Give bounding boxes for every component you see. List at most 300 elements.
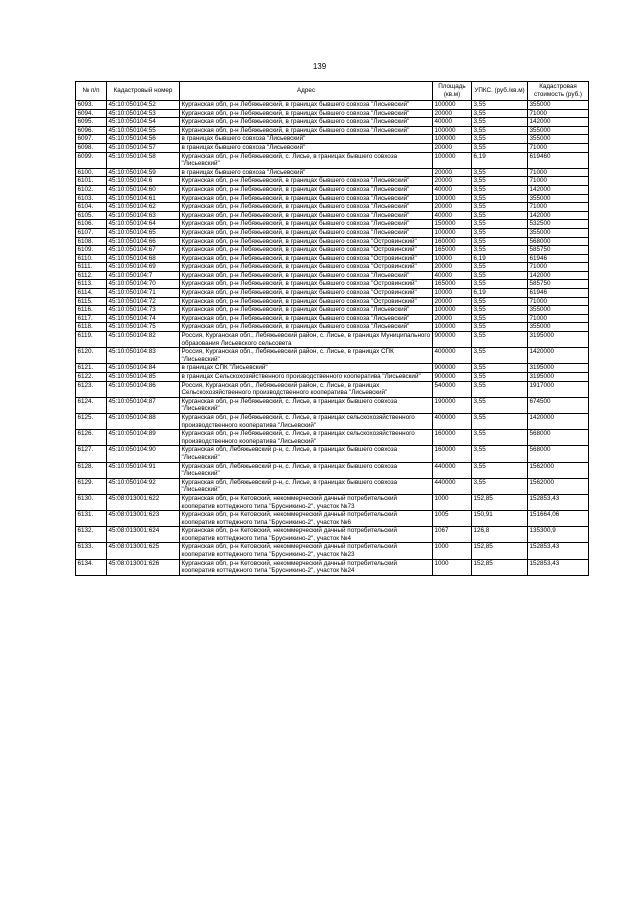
cadastral-value-cell: 61946: [528, 254, 589, 263]
table-row: [76, 314, 589, 323]
table-row: [76, 297, 589, 306]
cadastral-number-cell: 45:10:050104:65: [107, 228, 180, 237]
cadastral-value-cell: 355000: [528, 323, 589, 332]
address-cell: в границах бывшего совхоза "Лисьевский": [180, 168, 433, 177]
row-number-cell: 6113.: [76, 280, 107, 289]
upks-cell: 3,55: [472, 220, 528, 229]
cadastral-number-cell: 45:10:050104:89: [107, 430, 180, 446]
address-cell: Курганская обл, р-н Кетовский, некоммерческий дачный потребительский кооператив коттеджного типа "Брусникино-2", участок №6: [180, 511, 433, 527]
area-cell: 190000: [433, 397, 472, 413]
table-row: [76, 332, 589, 348]
row-number-cell: 6109.: [76, 246, 107, 255]
address-cell: Курганская обл, р-н Лебяжьевский, в границах бывшего совхоза "Лисьевский": [180, 314, 433, 323]
upks-cell: 3,55: [472, 177, 528, 186]
address-cell: Курганская обл, р-н Лебяжьевский, в границах бывшего совхоза "Лисьевский": [180, 118, 433, 127]
area-cell: 1067: [433, 527, 472, 543]
upks-cell: 3,55: [472, 373, 528, 382]
row-number-cell: 6127.: [76, 446, 107, 462]
upks-cell: 152,85: [472, 494, 528, 510]
address-cell: Курганская обл, р-н Лебяжьевский, в границах бывшего совхоза "Островинский": [180, 237, 433, 246]
cadastral-number-cell: 45:10:050104:64: [107, 220, 180, 229]
cadastral-number-cell: 45:10:050104:74: [107, 314, 180, 323]
upks-cell: 6,19: [472, 152, 528, 168]
address-cell: Курганская обл, р-н Лебяжьевский, в границах бывшего совхоза "Лисьевский": [180, 101, 433, 110]
table-row: [76, 397, 589, 413]
cadastral-number-cell: 45:10:050104:91: [107, 462, 180, 478]
row-number-cell: 6102.: [76, 185, 107, 194]
upks-cell: 3,55: [472, 228, 528, 237]
cadastral-value-cell: 142000: [528, 211, 589, 220]
area-cell: 100000: [433, 101, 472, 110]
cadastral-value-cell: 3195000: [528, 364, 589, 373]
upks-cell: 3,55: [472, 297, 528, 306]
upks-cell: 3,55: [472, 430, 528, 446]
column-header-upks: УПКС. (руб./кв.м): [472, 82, 528, 101]
cadastral-number-cell: 45:10:050104:87: [107, 397, 180, 413]
upks-cell: 3,55: [472, 185, 528, 194]
cadastral-value-cell: 1562000: [528, 478, 589, 494]
area-cell: 100000: [433, 194, 472, 203]
area-cell: 400000: [433, 413, 472, 429]
table-row: [76, 306, 589, 315]
cadastral-value-cell: 142000: [528, 118, 589, 127]
cadastral-value-cell: 61946: [528, 289, 589, 298]
cadastral-number-cell: 45:10:050104:60: [107, 185, 180, 194]
cadastral-value-cell: 151664,06: [528, 511, 589, 527]
column-header-address: Адрес: [180, 82, 433, 101]
table-row: [76, 323, 589, 332]
table-row: [76, 211, 589, 220]
row-number-cell: 6129.: [76, 478, 107, 494]
cadastral-number-cell: 45:10:050104:92: [107, 478, 180, 494]
upks-cell: 3,55: [472, 306, 528, 315]
area-cell: 100000: [433, 323, 472, 332]
row-number-cell: 6121.: [76, 364, 107, 373]
upks-cell: 3,55: [472, 364, 528, 373]
row-number-cell: 6095.: [76, 118, 107, 127]
cadastral-number-cell: 45:10:050104:7: [107, 271, 180, 280]
address-cell: Курганская обл, р-н Кетовский, некоммерческий дачный потребительский кооператив коттеджного типа "Брусникино-2", участок №4: [180, 527, 433, 543]
cadastral-value-cell: 619460: [528, 152, 589, 168]
cadastral-value-cell: 355000: [528, 194, 589, 203]
area-cell: 165000: [433, 246, 472, 255]
upks-cell: 3,55: [472, 118, 528, 127]
row-number-cell: 6134.: [76, 559, 107, 575]
upks-cell: 6,19: [472, 254, 528, 263]
cadastral-value-cell: 355000: [528, 135, 589, 144]
row-number-cell: 6119.: [76, 332, 107, 348]
cadastral-value-cell: 3195000: [528, 332, 589, 348]
table-row: [76, 494, 589, 510]
address-cell: Курганская обл, р-н Лебяжьевский, в границах бывшего совхоза "Лисьевский": [180, 306, 433, 315]
row-number-cell: 6128.: [76, 462, 107, 478]
cadastral-value-cell: 568000: [528, 446, 589, 462]
address-cell: Курганская обл, р-н Лебяжьевский, в границах бывшего совхоза "Лисьевский": [180, 185, 433, 194]
upks-cell: 3,55: [472, 348, 528, 364]
area-cell: 10000: [433, 289, 472, 298]
area-cell: 20000: [433, 143, 472, 152]
cadastral-value-cell: 568000: [528, 237, 589, 246]
area-cell: 100000: [433, 152, 472, 168]
row-number-cell: 6117.: [76, 314, 107, 323]
area-cell: 400000: [433, 348, 472, 364]
cadastral-value-cell: 355000: [528, 228, 589, 237]
cadastral-number-cell: 45:10:050104:71: [107, 289, 180, 298]
row-number-cell: 6120.: [76, 348, 107, 364]
row-number-cell: 6093.: [76, 101, 107, 110]
cadastral-value-cell: 71000: [528, 168, 589, 177]
upks-cell: 152,85: [472, 543, 528, 559]
row-number-cell: 6094.: [76, 109, 107, 118]
cadastral-value-cell: 532500: [528, 220, 589, 229]
cadastral-number-cell: 45:10:050104:85: [107, 373, 180, 382]
area-cell: 100000: [433, 306, 472, 315]
area-cell: 40000: [433, 185, 472, 194]
table-row: [76, 126, 589, 135]
address-cell: Россия, Курганская обл., Лебяжьевский район, с. Лисье, в границах Сельскохозяйственного производственного кооператива "Лисьевский": [180, 381, 433, 397]
table-row: [76, 348, 589, 364]
column-header-cadastral-number: Кадастровый номер: [107, 82, 180, 101]
area-cell: 900000: [433, 373, 472, 382]
row-number-cell: 6104.: [76, 203, 107, 212]
row-number-cell: 6099.: [76, 152, 107, 168]
row-number-cell: 6111.: [76, 263, 107, 272]
table-row: [76, 228, 589, 237]
address-cell: в границах СПК "Лисьевский": [180, 364, 433, 373]
area-cell: 1000: [433, 543, 472, 559]
area-cell: 20000: [433, 168, 472, 177]
area-cell: 100000: [433, 228, 472, 237]
upks-cell: 3,55: [472, 462, 528, 478]
cadastral-value-cell: 355000: [528, 126, 589, 135]
address-cell: Курганская обл, р-н Лебяжьевский, в границах бывшего совхоза "Лисьевский": [180, 228, 433, 237]
row-number-cell: 6132.: [76, 527, 107, 543]
area-cell: 150000: [433, 220, 472, 229]
cadastral-number-cell: 45:08:013001:623: [107, 511, 180, 527]
area-cell: 20000: [433, 203, 472, 212]
cadastral-number-cell: 45:10:050104:88: [107, 413, 180, 429]
upks-cell: 3,55: [472, 143, 528, 152]
row-number-cell: 6096.: [76, 126, 107, 135]
upks-cell: 3,55: [472, 126, 528, 135]
cadastral-number-cell: 45:10:050104:55: [107, 126, 180, 135]
column-header-number: № п/п: [76, 82, 107, 101]
table-row: [76, 220, 589, 229]
address-cell: Курганская обл, р-н Лебяжьевский, в границах бывшего совхоза "Лисьевский": [180, 203, 433, 212]
row-number-cell: 6131.: [76, 511, 107, 527]
upks-cell: 3,55: [472, 101, 528, 110]
table-row: [76, 177, 589, 186]
area-cell: 20000: [433, 263, 472, 272]
upks-cell: 3,55: [472, 237, 528, 246]
upks-cell: 3,55: [472, 168, 528, 177]
cadastral-value-cell: 585750: [528, 246, 589, 255]
cadastral-number-cell: 45:10:050104:83: [107, 348, 180, 364]
cadastral-number-cell: 45:10:050104:58: [107, 152, 180, 168]
area-cell: 1000: [433, 559, 472, 575]
cadastral-value-cell: 1562000: [528, 462, 589, 478]
row-number-cell: 6112.: [76, 271, 107, 280]
row-number-cell: 6098.: [76, 143, 107, 152]
upks-cell: 3,55: [472, 478, 528, 494]
cadastral-number-cell: 45:10:050104:67: [107, 246, 180, 255]
table-row: [76, 168, 589, 177]
address-cell: Курганская обл, р-н Лебяжьевский, в границах бывшего совхоза "Лисьевский": [180, 211, 433, 220]
cadastral-number-cell: 45:10:050104:6: [107, 177, 180, 186]
table-row: [76, 109, 589, 118]
table-row: [76, 237, 589, 246]
address-cell: Курганская обл, Лебяжьевский р-н, с. Лисье, в границах бывшего совхоза "Лисьевский": [180, 478, 433, 494]
column-header-area: Площадь (кв.м): [433, 82, 472, 101]
area-cell: 20000: [433, 297, 472, 306]
table-row: [76, 194, 589, 203]
table-body: [76, 101, 589, 576]
cadastral-number-cell: 45:10:050104:53: [107, 109, 180, 118]
cadastral-number-cell: 45:10:050104:86: [107, 381, 180, 397]
cadastral-number-cell: 45:10:050104:84: [107, 364, 180, 373]
area-cell: 40000: [433, 271, 472, 280]
table-row: [76, 413, 589, 429]
table-row: [76, 543, 589, 559]
table-row: [76, 152, 589, 168]
row-number-cell: 6133.: [76, 543, 107, 559]
cadastral-number-cell: 45:08:013001:626: [107, 559, 180, 575]
address-cell: Курганская обл, р-н Лебяжьевский, в границах бывшего совхоза "Лисьевский": [180, 194, 433, 203]
upks-cell: 150,91: [472, 511, 528, 527]
cadastral-value-cell: 152853,43: [528, 494, 589, 510]
area-cell: 160000: [433, 430, 472, 446]
table-row: [76, 511, 589, 527]
cadastral-number-cell: 45:10:050104:73: [107, 306, 180, 315]
upks-cell: 3,55: [472, 246, 528, 255]
area-cell: 900000: [433, 332, 472, 348]
area-cell: 20000: [433, 177, 472, 186]
table-row: [76, 101, 589, 110]
cadastral-number-cell: 45:08:013001:622: [107, 494, 180, 510]
cadastral-value-cell: 568000: [528, 430, 589, 446]
row-number-cell: 6123.: [76, 381, 107, 397]
area-cell: 160000: [433, 446, 472, 462]
cadastral-value-cell: 355000: [528, 101, 589, 110]
table-row: [76, 381, 589, 397]
row-number-cell: 6103.: [76, 194, 107, 203]
cadastral-value-cell: 71000: [528, 203, 589, 212]
table-row: [76, 446, 589, 462]
row-number-cell: 6106.: [76, 220, 107, 229]
cadastral-number-cell: 45:10:050104:66: [107, 237, 180, 246]
row-number-cell: 6107.: [76, 228, 107, 237]
cadastral-value-cell: 142000: [528, 271, 589, 280]
table-row: [76, 185, 589, 194]
upks-cell: 3,55: [472, 332, 528, 348]
address-cell: Курганская обл, р-н Лебяжьевский, в границах бывшего совхоза "Лисьевский": [180, 220, 433, 229]
table-header-row: [76, 82, 589, 101]
cadastral-value-cell: 71000: [528, 177, 589, 186]
address-cell: Курганская обл, р-н Лебяжьевский, в границах бывшего совхоза "Островинский": [180, 289, 433, 298]
area-cell: 100000: [433, 135, 472, 144]
table-row: [76, 373, 589, 382]
cadastral-number-cell: 45:10:050104:62: [107, 203, 180, 212]
table-row: [76, 135, 589, 144]
address-cell: Курганская обл, Лебяжьевский р-н, с. Лисье, в границах бывшего совхоза "Лисьевский": [180, 446, 433, 462]
upks-cell: 126,8: [472, 527, 528, 543]
address-cell: Курганская обл, р-н Лебяжьевский, в границах бывшего совхоза "Лисьевский": [180, 271, 433, 280]
cadastral-value-cell: 152853,43: [528, 543, 589, 559]
area-cell: 165000: [433, 280, 472, 289]
cadastral-number-cell: 45:10:050104:57: [107, 143, 180, 152]
address-cell: Курганская обл, р-н Лебяжьевский, с. Лисье, в границах сельскохозяйственного производственного кооператива "Лисьевский": [180, 413, 433, 429]
address-cell: Курганская обл, р-н Лебяжьевский, в границах бывшего совхоза "Островинский": [180, 280, 433, 289]
cadastral-value-cell: 71000: [528, 109, 589, 118]
row-number-cell: 6105.: [76, 211, 107, 220]
address-cell: Россия, Курганская обл., Лебяжьевский район, с. Лисье, в границах Муниципального образования Лисьевского сельсовета: [180, 332, 433, 348]
address-cell: в границах бывшего совхоза "Лисьевский": [180, 135, 433, 144]
area-cell: 40000: [433, 211, 472, 220]
cadastral-number-cell: 45:10:050104:52: [107, 101, 180, 110]
address-cell: Курганская обл, р-н Лебяжьевский, в границах бывшего совхоза "Лисьевский": [180, 109, 433, 118]
table-row: [76, 271, 589, 280]
cadastral-value-cell: 1420000: [528, 348, 589, 364]
upks-cell: 3,55: [472, 271, 528, 280]
cadastral-value-cell: 585750: [528, 280, 589, 289]
row-number-cell: 6108.: [76, 237, 107, 246]
area-cell: 1000: [433, 494, 472, 510]
table-row: [76, 203, 589, 212]
row-number-cell: 6118.: [76, 323, 107, 332]
cadastral-value-cell: 142000: [528, 185, 589, 194]
cadastral-number-cell: 45:10:050104:63: [107, 211, 180, 220]
row-number-cell: 6124.: [76, 397, 107, 413]
cadastral-number-cell: 45:10:050104:70: [107, 280, 180, 289]
cadastral-number-cell: 45:10:050104:72: [107, 297, 180, 306]
table-row: [76, 559, 589, 575]
upks-cell: 3,55: [472, 397, 528, 413]
area-cell: 900000: [433, 364, 472, 373]
address-cell: Курганская обл, р-н Лебяжьевский, в границах бывшего совхоза "Лисьевский": [180, 177, 433, 186]
row-number-cell: 6116.: [76, 306, 107, 315]
cadastral-value-cell: 355000: [528, 306, 589, 315]
row-number-cell: 6097.: [76, 135, 107, 144]
table-row: [76, 289, 589, 298]
upks-cell: 3,55: [472, 263, 528, 272]
table-row: [76, 462, 589, 478]
area-cell: 20000: [433, 314, 472, 323]
cadastral-value-cell: 71000: [528, 314, 589, 323]
table-row: [76, 143, 589, 152]
cadastral-number-cell: 45:10:050104:59: [107, 168, 180, 177]
cadastral-number-cell: 45:10:050104:82: [107, 332, 180, 348]
area-cell: 1005: [433, 511, 472, 527]
area-cell: 40000: [433, 118, 472, 127]
upks-cell: 3,55: [472, 381, 528, 397]
cadastral-number-cell: 45:08:013001:625: [107, 543, 180, 559]
row-number-cell: 6125.: [76, 413, 107, 429]
table-row: [76, 478, 589, 494]
table-row: [76, 527, 589, 543]
address-cell: Курганская обл, р-н Лебяжьевский, с. Лисье, в границах бывшего совхоза "Лисьевский": [180, 397, 433, 413]
cadastral-value-cell: 135300,9: [528, 527, 589, 543]
address-cell: Курганская обл, р-н Лебяжьевский, в границах бывшего совхоза "Лисьевский": [180, 126, 433, 135]
area-cell: 100000: [433, 126, 472, 135]
address-cell: Курганская обл, р-н Лебяжьевский, в границах бывшего совхоза "Островинский": [180, 263, 433, 272]
page-number: 139: [312, 62, 327, 71]
cadastral-value-cell: 674500: [528, 397, 589, 413]
address-cell: Курганская обл, р-н Лебяжьевский, в границах бывшего совхоза "Островинский": [180, 254, 433, 263]
row-number-cell: 6101.: [76, 177, 107, 186]
area-cell: 540000: [433, 381, 472, 397]
upks-cell: 152,85: [472, 559, 528, 575]
upks-cell: 3,55: [472, 446, 528, 462]
row-number-cell: 6122.: [76, 373, 107, 382]
table-row: [76, 254, 589, 263]
row-number-cell: 6110.: [76, 254, 107, 263]
area-cell: 440000: [433, 478, 472, 494]
address-cell: в границах бывшего совхоза "Лисьевский": [180, 143, 433, 152]
cadastral-number-cell: 45:10:050104:90: [107, 446, 180, 462]
table-row: [76, 246, 589, 255]
upks-cell: 3,55: [472, 211, 528, 220]
table-row: [76, 118, 589, 127]
row-number-cell: 6114.: [76, 289, 107, 298]
address-cell: Россия, Курганская обл., Лебяжьевский район, с. Лисье, в границах СПК "Лисьевский": [180, 348, 433, 364]
cadastral-value-cell: 1420000: [528, 413, 589, 429]
upks-cell: 3,55: [472, 323, 528, 332]
table-row: [76, 364, 589, 373]
area-cell: 440000: [433, 462, 472, 478]
upks-cell: 3,55: [472, 413, 528, 429]
cadastral-number-cell: 45:08:013001:624: [107, 527, 180, 543]
cadastral-table: [75, 81, 589, 576]
cadastral-value-cell: 71000: [528, 143, 589, 152]
row-number-cell: 6126.: [76, 430, 107, 446]
address-cell: Курганская обл, р-н Кетовский, некоммерческий дачный потребительский кооператив коттеджного типа "Брусникино-2", участок №24: [180, 559, 433, 575]
row-number-cell: 6115.: [76, 297, 107, 306]
table-row: [76, 430, 589, 446]
area-cell: 10000: [433, 254, 472, 263]
upks-cell: 3,55: [472, 314, 528, 323]
table-row: [76, 263, 589, 272]
address-cell: Курганская обл, р-н Кетовский, некоммерческий дачный потребительский кооператив коттеджного типа "Брусникино-2", участок №73: [180, 494, 433, 510]
address-cell: в границах Сельскохозяйственного производственного кооператива "Лисьевский": [180, 373, 433, 382]
upks-cell: 3,55: [472, 203, 528, 212]
cadastral-number-cell: 45:10:050104:75: [107, 323, 180, 332]
upks-cell: 3,55: [472, 194, 528, 203]
area-cell: 20000: [433, 109, 472, 118]
row-number-cell: 6100.: [76, 168, 107, 177]
cadastral-value-cell: 71000: [528, 297, 589, 306]
cadastral-number-cell: 45:10:050104:61: [107, 194, 180, 203]
column-header-cadastral-value: Кадастровая стоимость (руб.): [528, 82, 589, 101]
address-cell: Курганская обл, Лебяжьевский р-н, с. Лисье, в границах бывшего совхоза "Лисьевский": [180, 462, 433, 478]
address-cell: Курганская обл, р-н Лебяжьевский, с. Лисье, в границах бывшего совхоза "Лисьевский": [180, 152, 433, 168]
address-cell: Курганская обл, р-н Лебяжьевский, в границах бывшего совхоза "Островинский": [180, 297, 433, 306]
table-row: [76, 280, 589, 289]
cadastral-number-cell: 45:10:050104:54: [107, 118, 180, 127]
cadastral-value-cell: 71000: [528, 263, 589, 272]
cadastral-number-cell: 45:10:050104:69: [107, 263, 180, 272]
upks-cell: 3,55: [472, 280, 528, 289]
upks-cell: 6,19: [472, 289, 528, 298]
area-cell: 160000: [433, 237, 472, 246]
cadastral-number-cell: 45:10:050104:68: [107, 254, 180, 263]
row-number-cell: 6130.: [76, 494, 107, 510]
upks-cell: 3,55: [472, 109, 528, 118]
address-cell: Курганская обл, р-н Лебяжьевский, в границах бывшего совхоза "Лисьевский": [180, 323, 433, 332]
cadastral-value-cell: 1917000: [528, 381, 589, 397]
upks-cell: 3,55: [472, 135, 528, 144]
address-cell: Курганская обл, р-н Лебяжьевский, с. Лисье, в границах сельскохозяйственного производственного кооператива "Лисьевский": [180, 430, 433, 446]
address-cell: Курганская обл, р-н Лебяжьевский, в границах бывшего совхоза "Островинский": [180, 246, 433, 255]
